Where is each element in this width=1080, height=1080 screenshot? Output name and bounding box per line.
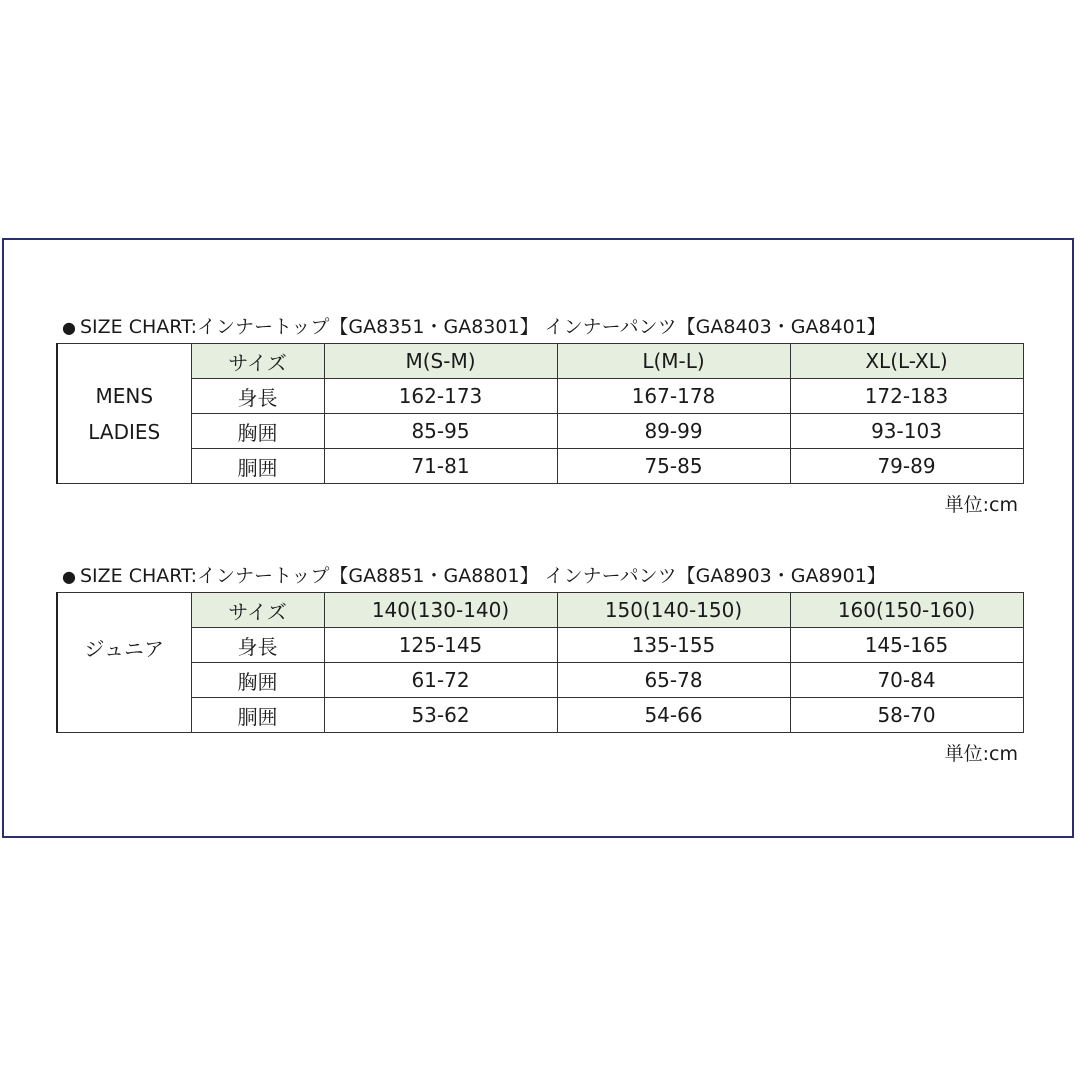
table-cell: 167-178 bbox=[557, 379, 790, 414]
header-size-col: 150(140-150) bbox=[557, 593, 790, 628]
group-line-2: LADIES bbox=[88, 419, 161, 444]
table-cell: 70-84 bbox=[790, 663, 1023, 698]
size-chart-heading-2 bbox=[62, 561, 886, 588]
unit-label: 単位:cm bbox=[944, 494, 1018, 516]
table-cell: 54-66 bbox=[557, 698, 790, 733]
table-cell: 145-165 bbox=[790, 628, 1023, 663]
header-size-col: 160(150-160) bbox=[790, 593, 1023, 628]
group-line-1: ジュニア bbox=[84, 637, 165, 661]
table-row bbox=[57, 698, 1023, 733]
table-cell: 71-81 bbox=[324, 449, 557, 484]
table-cell: 58-70 bbox=[790, 698, 1023, 733]
row-label: 胴囲 bbox=[191, 698, 324, 733]
bullet-icon: ● bbox=[62, 318, 76, 337]
table-cell: 93-103 bbox=[790, 414, 1023, 449]
heading-text: SIZE CHART:インナートップ【GA8851・GA8801】 インナーパンツ【GA8903・GA8901】 bbox=[79, 565, 886, 587]
table-cell: 79-89 bbox=[790, 449, 1023, 484]
heading-text: SIZE CHART:インナートップ【GA8351・GA8301】 インナーパンツ【GA8403・GA8401】 bbox=[79, 316, 886, 338]
row-label: 胸囲 bbox=[191, 414, 324, 449]
table-cell: 125-145 bbox=[324, 628, 557, 663]
header-size-col: 140(130-140) bbox=[324, 593, 557, 628]
table-cell: 162-173 bbox=[324, 379, 557, 414]
table-cell: 135-155 bbox=[557, 628, 790, 663]
group-line-1: MENS bbox=[95, 383, 154, 408]
table-cell: 172-183 bbox=[790, 379, 1023, 414]
row-label: 胸囲 bbox=[191, 663, 324, 698]
table-row bbox=[57, 379, 1023, 414]
table-cell: 75-85 bbox=[557, 449, 790, 484]
row-label: 身長 bbox=[191, 628, 324, 663]
table-header-row bbox=[57, 344, 1023, 379]
table-cell: 53-62 bbox=[324, 698, 557, 733]
header-size-col: M(S-M) bbox=[324, 344, 557, 379]
header-size-col: XL(L-XL) bbox=[790, 344, 1023, 379]
table-row bbox=[57, 663, 1023, 698]
header-size-col: L(M-L) bbox=[557, 344, 790, 379]
row-label: 胴囲 bbox=[191, 449, 324, 484]
group-label-junior bbox=[57, 593, 191, 733]
size-table-junior bbox=[56, 592, 1024, 733]
group-label-mens-ladies bbox=[57, 344, 191, 484]
table-row bbox=[57, 414, 1023, 449]
bullet-icon: ● bbox=[62, 567, 76, 586]
unit-label: 単位:cm bbox=[944, 743, 1018, 765]
size-chart-heading-1 bbox=[62, 312, 886, 339]
table-row bbox=[57, 449, 1023, 484]
table-cell: 65-78 bbox=[557, 663, 790, 698]
table-cell: 85-95 bbox=[324, 414, 557, 449]
size-table-adult bbox=[56, 343, 1024, 484]
row-label: 身長 bbox=[191, 379, 324, 414]
table-header-row bbox=[57, 593, 1023, 628]
header-size-label: サイズ bbox=[191, 344, 324, 379]
table-cell: 89-99 bbox=[557, 414, 790, 449]
table-row bbox=[57, 628, 1023, 663]
header-size-label: サイズ bbox=[191, 593, 324, 628]
table-cell: 61-72 bbox=[324, 663, 557, 698]
